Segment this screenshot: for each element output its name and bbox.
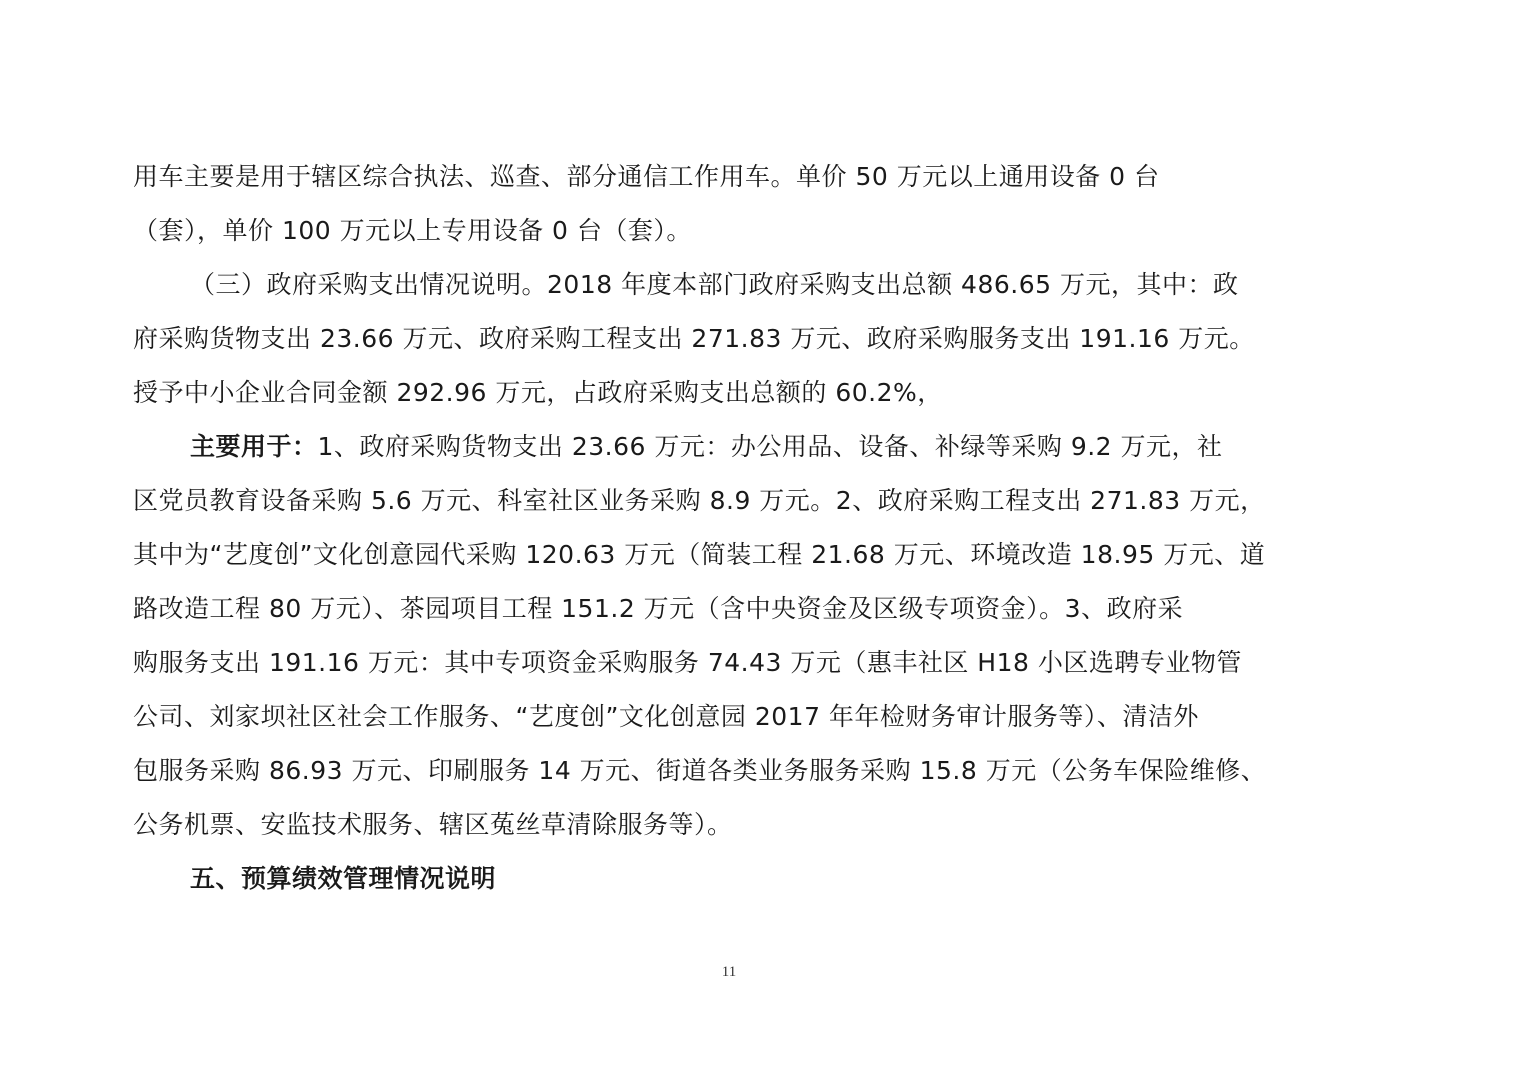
body-line-2: （套），单价 100 万元以上专用设备 0 台（套）。 <box>133 216 692 245</box>
body-line-6: 1、政府采购货物支出 23.66 万元：办公用品、设备、补绿等采购 9.2 万元，社 <box>317 432 1223 461</box>
body-line-5: 授予中小企业合同金额 292.96 万元，占政府采购支出总额的 60.2%， <box>133 378 943 407</box>
body-line-1: 用车主要是用于辖区综合执法、巡查、部分通信工作用车。单价 50 万元以上通用设备 0 台 <box>133 162 1160 191</box>
body-line-10: 购服务支出 191.16 万元：其中专项资金采购服务 74.43 万元（惠丰社区 H18 小区选聘专业物管 <box>133 648 1242 677</box>
body-line-9: 路改造工程 80 万元）、茶园项目工程 151.2 万元（含中央资金及区级专项资金）。3、政府采 <box>133 594 1184 623</box>
body-line-12: 包服务采购 86.93 万元、印刷服务 14 万元、街道各类业务服务采购 15.8 万元（公务车保险维修、 <box>133 756 1267 785</box>
section-label: （三） <box>190 270 267 299</box>
paragraph-main-uses <box>190 430 1223 464</box>
body-line-7: 区党员教育设备采购 5.6 万元、科室社区业务采购 8.9 万元。2、政府采购工程支出 271.83 万元， <box>133 486 1266 515</box>
body-line-4: 府采购货物支出 23.66 万元、政府采购工程支出 271.83 万元、政府采购服务支出 191.16 万元。 <box>133 324 1255 353</box>
body-line-11: 公司、刘家坝社区社会工作服务、“艺度创”文化创意园 2017 年年检财务审计服务等）、清洁外 <box>133 702 1199 731</box>
paragraph-government-procurement <box>190 268 1238 302</box>
body-line-8: 其中为“艺度创”文化创意园代采购 120.63 万元（简装工程 21.68 万元、环境改造 18.95 万元、道 <box>133 540 1266 569</box>
body-line-13: 公务机票、安监技术服务、辖区菟丝草清除服务等）。 <box>133 810 733 839</box>
main-uses-label: 主要用于： <box>190 432 318 461</box>
page-number: 11 <box>721 964 737 980</box>
body-line-3: 政府采购支出情况说明。2018 年度本部门政府采购支出总额 486.65 万元，其中：政 <box>266 270 1239 299</box>
section-heading: 五、预算绩效管理情况说明 <box>190 864 497 893</box>
